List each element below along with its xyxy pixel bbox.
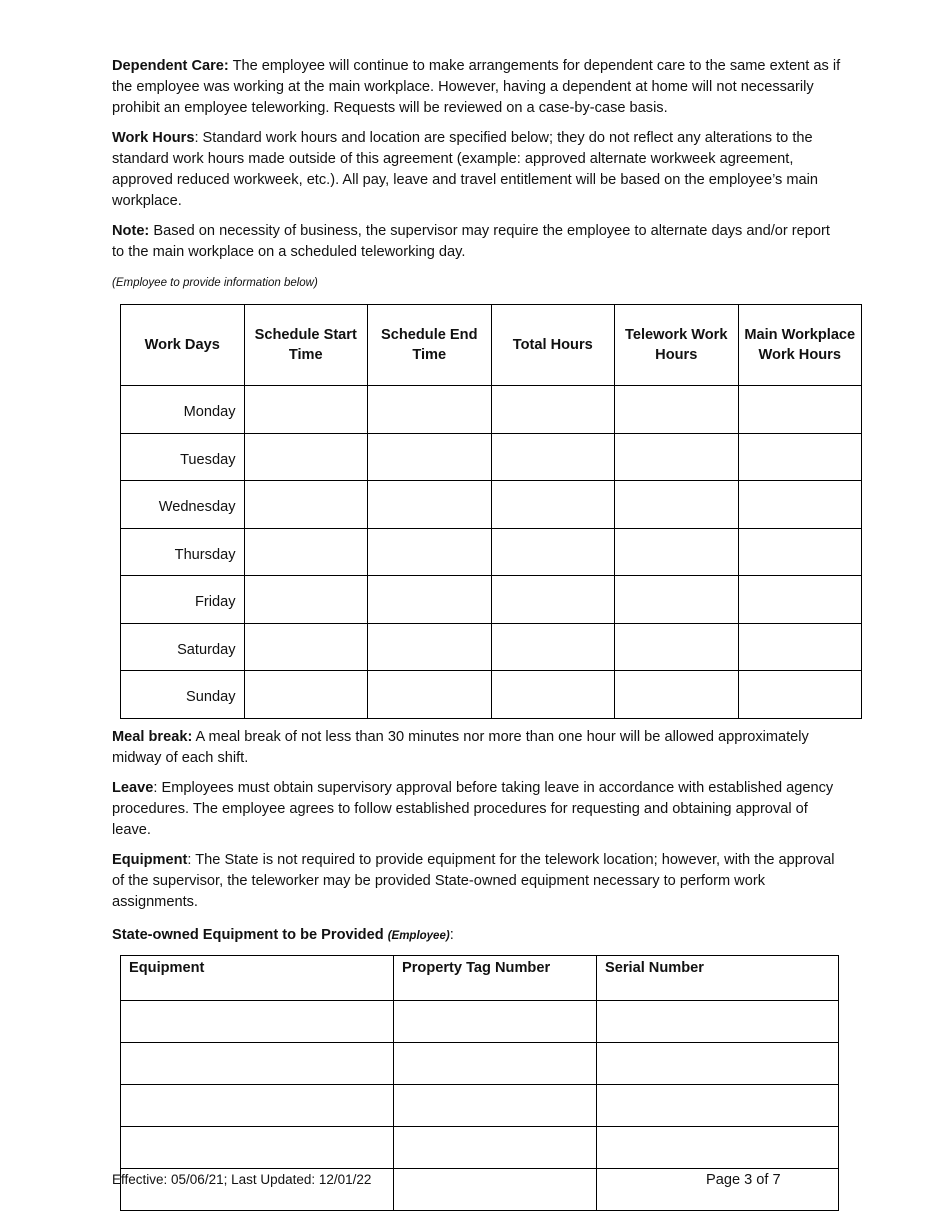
main-workplace-hours-cell[interactable] xyxy=(738,386,862,434)
equipment-row xyxy=(121,1126,839,1168)
total-hours-cell[interactable] xyxy=(491,576,615,624)
telework-hours-cell[interactable] xyxy=(615,671,739,719)
work-hours-label: Work Hours xyxy=(112,130,195,146)
equipment-paragraph xyxy=(112,850,842,913)
meal-break-label: Meal break: xyxy=(112,728,193,745)
schedule-row-saturday xyxy=(121,623,862,671)
header-end-time: Schedule End Time xyxy=(368,305,492,386)
equipment-header-row xyxy=(121,955,839,1000)
header-property-tag: Property Tag Number xyxy=(394,955,597,1000)
equipment-cell[interactable] xyxy=(121,1126,394,1168)
header-start-time: Schedule Start Time xyxy=(244,305,368,386)
start-time-cell[interactable] xyxy=(244,433,368,481)
property-tag-cell[interactable] xyxy=(394,1126,597,1168)
schedule-row-tuesday xyxy=(121,433,862,481)
serial-number-cell[interactable] xyxy=(597,1042,839,1084)
equipment-cell[interactable] xyxy=(121,1042,394,1084)
header-serial-number: Serial Number xyxy=(597,955,839,1000)
telework-hours-cell[interactable] xyxy=(615,528,739,576)
document-page xyxy=(112,56,856,1211)
footer-page-number: Page 3 of 7 xyxy=(706,1172,781,1188)
schedule-row-friday xyxy=(121,576,862,624)
day-label: Tuesday xyxy=(121,433,245,481)
work-schedule-table xyxy=(120,304,862,719)
schedule-row-wednesday xyxy=(121,481,862,529)
dependent-care-label: Dependent Care: xyxy=(112,58,229,74)
end-time-cell[interactable] xyxy=(368,528,492,576)
start-time-cell[interactable] xyxy=(244,481,368,529)
day-label: Friday xyxy=(121,576,245,624)
leave-label: Leave xyxy=(112,779,154,796)
serial-number-cell[interactable] xyxy=(597,1084,839,1126)
equipment-row xyxy=(121,1042,839,1084)
work-hours-text: : Standard work hours and location are specified below; they do not reflect any alterations to the standard work hours made outside of this agreement (example: approved alternate workweek agreement, approved reduced workweek, etc.). All pay, leave and travel entitlement will be based on the employee’s main workplace. xyxy=(112,130,819,209)
dependent-care-text: The employee will continue to make arrangements for dependent care to the same extent as if the employee was working at the main workplace. However, having a dependent at home will not necessarily prohibit an employee teleworking. Requests will be reviewed on a case-by-case basis. xyxy=(112,58,841,116)
schedule-row-thursday xyxy=(121,528,862,576)
main-workplace-hours-cell[interactable] xyxy=(738,576,862,624)
day-label: Saturday xyxy=(121,623,245,671)
equipment-label: Equipment xyxy=(112,851,188,868)
main-workplace-hours-cell[interactable] xyxy=(738,528,862,576)
telework-hours-cell[interactable] xyxy=(615,623,739,671)
day-label: Wednesday xyxy=(121,481,245,529)
equipment-title-colon: : xyxy=(449,926,454,943)
equipment-title-text: State-owned Equipment to be Provided xyxy=(112,926,384,943)
telework-hours-cell[interactable] xyxy=(615,576,739,624)
main-workplace-hours-cell[interactable] xyxy=(738,433,862,481)
day-label: Monday xyxy=(121,386,245,434)
main-workplace-hours-cell[interactable] xyxy=(738,481,862,529)
start-time-cell[interactable] xyxy=(244,576,368,624)
total-hours-cell[interactable] xyxy=(491,528,615,576)
end-time-cell[interactable] xyxy=(368,433,492,481)
header-telework-hours: Telework Work Hours xyxy=(615,305,739,386)
equipment-section-title xyxy=(112,925,842,947)
end-time-cell[interactable] xyxy=(368,481,492,529)
total-hours-cell[interactable] xyxy=(491,481,615,529)
schedule-row-sunday xyxy=(121,671,862,719)
employee-instruction: (Employee to provide information below) xyxy=(112,277,318,289)
start-time-cell[interactable] xyxy=(244,386,368,434)
note-paragraph xyxy=(112,221,842,263)
meal-break-paragraph xyxy=(112,727,842,769)
total-hours-cell[interactable] xyxy=(491,671,615,719)
footer-effective-date: Effective: 05/06/21; Last Updated: 12/01/22 xyxy=(112,1172,372,1187)
property-tag-cell[interactable] xyxy=(394,1000,597,1042)
equipment-row xyxy=(121,1084,839,1126)
property-tag-cell[interactable] xyxy=(394,1042,597,1084)
equipment-row xyxy=(121,1000,839,1042)
note-label: Note: xyxy=(112,223,150,239)
total-hours-cell[interactable] xyxy=(491,433,615,481)
equipment-text: : The State is not required to provide equipment for the telework location; however, with the approval of the supervisor, the teleworker may be provided State-owned equipment necessary to perform work assignments. xyxy=(112,851,835,910)
end-time-cell[interactable] xyxy=(368,576,492,624)
equipment-cell[interactable] xyxy=(121,1084,394,1126)
start-time-cell[interactable] xyxy=(244,623,368,671)
total-hours-cell[interactable] xyxy=(491,623,615,671)
serial-number-cell[interactable] xyxy=(597,1000,839,1042)
work-hours-paragraph xyxy=(112,128,842,212)
start-time-cell[interactable] xyxy=(244,528,368,576)
start-time-cell[interactable] xyxy=(244,671,368,719)
header-equipment: Equipment xyxy=(121,955,394,1000)
header-main-workplace-hours: Main Workplace Work Hours xyxy=(738,305,862,386)
main-workplace-hours-cell[interactable] xyxy=(738,671,862,719)
telework-hours-cell[interactable] xyxy=(615,433,739,481)
day-label: Sunday xyxy=(121,671,245,719)
meal-break-text: A meal break of not less than 30 minutes nor more than one hour will be allowed approximately midway of each shift. xyxy=(112,728,809,766)
schedule-header-row xyxy=(121,305,862,386)
equipment-title-suffix: (Employee) xyxy=(387,929,450,942)
end-time-cell[interactable] xyxy=(368,386,492,434)
end-time-cell[interactable] xyxy=(368,623,492,671)
equipment-cell[interactable] xyxy=(121,1000,394,1042)
header-work-days: Work Days xyxy=(121,305,245,386)
end-time-cell[interactable] xyxy=(368,671,492,719)
header-total-hours: Total Hours xyxy=(491,305,615,386)
total-hours-cell[interactable] xyxy=(491,386,615,434)
serial-number-cell[interactable] xyxy=(597,1126,839,1168)
leave-text: : Employees must obtain supervisory approval before taking leave in accordance with established agency procedures. The employee agrees to follow established procedures for requesting and obtaining approval of leave. xyxy=(112,779,834,838)
property-tag-cell[interactable] xyxy=(394,1084,597,1126)
note-text: Based on necessity of business, the supervisor may require the employee to alternate days and/or report to the main workplace on a scheduled teleworking day. xyxy=(112,223,830,260)
day-label: Thursday xyxy=(121,528,245,576)
leave-paragraph xyxy=(112,778,842,841)
dependent-care-paragraph xyxy=(112,56,842,119)
main-workplace-hours-cell[interactable] xyxy=(738,623,862,671)
property-tag-cell[interactable] xyxy=(394,1168,597,1210)
telework-hours-cell[interactable] xyxy=(615,386,739,434)
telework-hours-cell[interactable] xyxy=(615,481,739,529)
schedule-row-monday xyxy=(121,386,862,434)
